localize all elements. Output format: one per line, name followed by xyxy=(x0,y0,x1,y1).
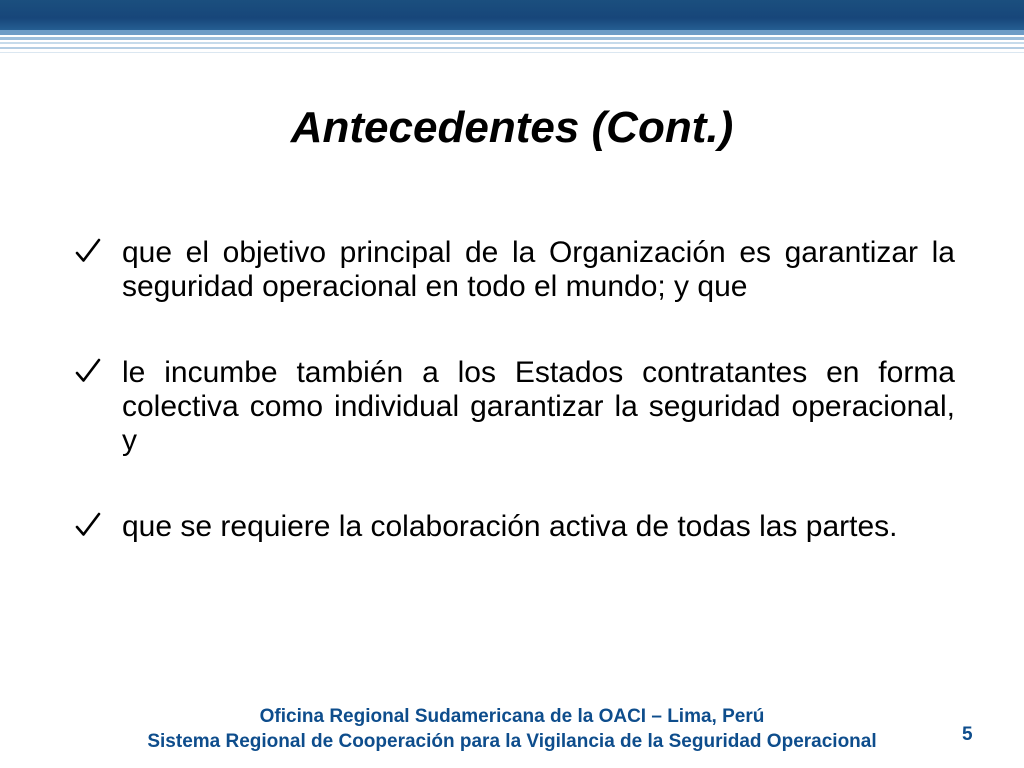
bullet-item xyxy=(75,356,955,458)
checkmark-icon xyxy=(75,236,101,266)
bullet-text: le incumbe también a los Estados contratantes en forma colectiva como individual garantizar la seguridad operacional, y xyxy=(122,356,955,457)
bullet-item xyxy=(75,510,955,544)
slide-title: Antecedentes (Cont.) xyxy=(290,103,734,152)
page-number: 5 xyxy=(962,724,973,745)
bullet-text: que el objetivo principal de la Organización es garantizar la seguridad operacional en todo el mundo; y que xyxy=(122,236,955,303)
header-stripe xyxy=(0,52,1024,53)
footer-office: Oficina Regional Sudamericana de la OACI – Lima, Perú xyxy=(259,706,765,727)
footer-program: Sistema Regional de Cooperación para la Vigilancia de la Seguridad Operacional xyxy=(147,731,877,752)
footer xyxy=(0,704,1024,754)
header-stripe xyxy=(0,42,1024,44)
checkmark-icon xyxy=(75,356,101,386)
header-stripe xyxy=(0,47,1024,49)
header-stripe xyxy=(0,37,1024,40)
header-band xyxy=(0,0,1024,30)
bullet-item xyxy=(75,236,955,304)
checkmark-icon xyxy=(75,510,101,540)
bullet-list xyxy=(75,236,955,544)
header-stripe xyxy=(0,30,1024,35)
bullet-text: que se requiere la colaboración activa de todas las partes. xyxy=(122,510,898,543)
